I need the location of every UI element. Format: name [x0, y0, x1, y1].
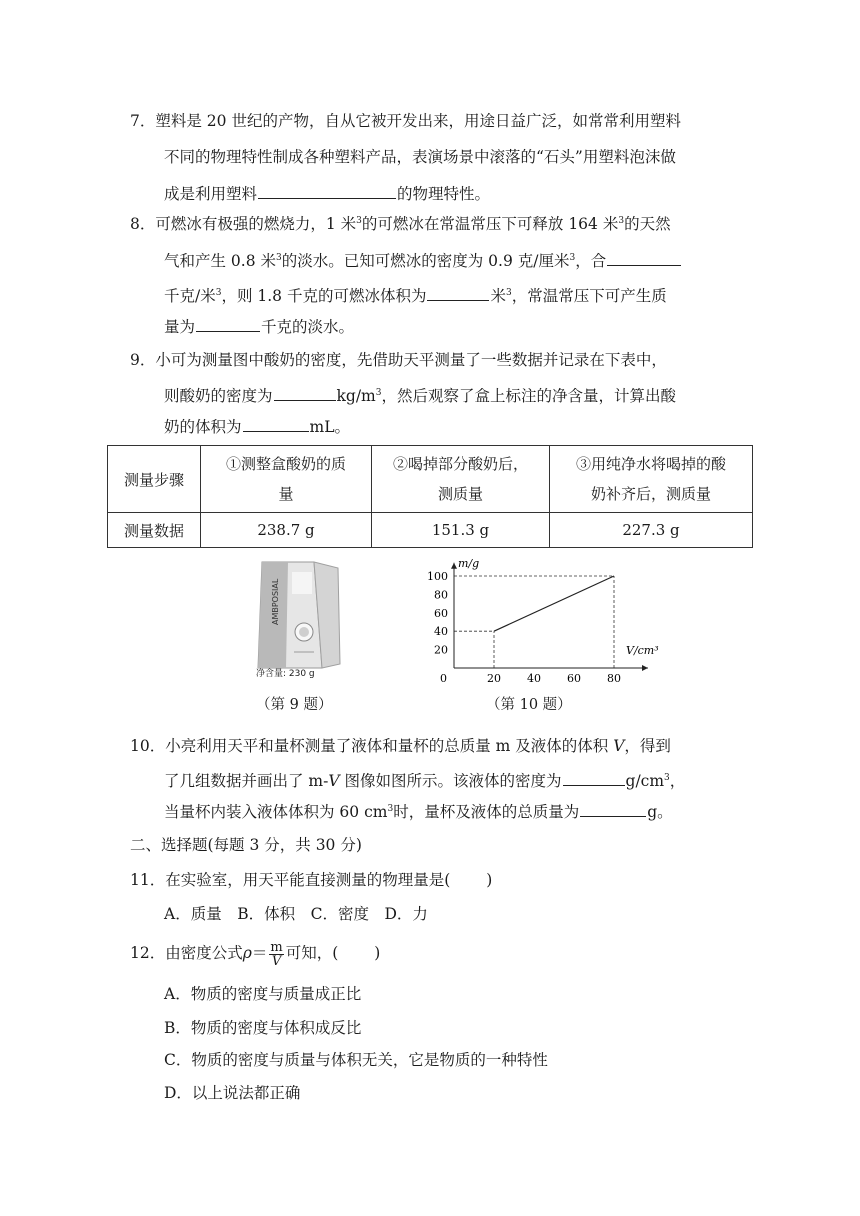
q8-text: 气和产生 0.8 米 — [164, 252, 277, 270]
q8-line4 — [164, 315, 354, 338]
y-tick-label: 80 — [434, 588, 448, 602]
table-header-step1 — [201, 446, 372, 513]
q8-text: 量为 — [164, 318, 196, 336]
sup-3: 3 — [569, 253, 576, 263]
table-cell-value: 238.7 g — [201, 513, 372, 548]
q11-text: 11．在实验室，用天平能直接测量的物理量是( — [130, 871, 451, 889]
y-tick-label: 40 — [434, 625, 448, 639]
q10-unit: g/cm — [625, 772, 665, 790]
q10-line1 — [130, 735, 671, 757]
table-row — [108, 446, 753, 513]
x-tick-label: 80 — [607, 672, 621, 685]
q10-text: ，得到 — [624, 737, 671, 755]
sup-3: 3 — [387, 804, 394, 814]
q8-text: ，合 — [575, 252, 607, 270]
sup-3: 3 — [506, 288, 512, 298]
q8-text: ，常温常压下可产生质 — [511, 287, 667, 305]
caption-fig10: （第 10 题） — [486, 697, 572, 713]
q8-text: 的淡水。已知可燃冰的密度为 0.9 克/厘米 — [281, 252, 570, 270]
x-tick-label: 60 — [567, 672, 581, 685]
cell-line: ②喝掉部分酸奶后， — [392, 455, 528, 473]
box-brand-text: AMBPOSIAL — [271, 578, 280, 625]
y-tick-label: 60 — [434, 606, 448, 620]
q10-text: 图像如图所示。该液体的密度为 — [339, 772, 562, 790]
table-header-steps: 测量步骤 — [108, 446, 201, 513]
cell-line: ①测整盒酸奶的质 — [225, 455, 346, 473]
q10-text: 了几组数据并画出了 m- — [164, 772, 329, 790]
q7-text: 成是利用塑料 — [164, 185, 258, 203]
q8-line1 — [130, 213, 671, 235]
q10-text: 时，量杯及液体的总质量为 — [393, 803, 580, 821]
table-cell-value: 227.3 g — [550, 513, 753, 548]
q11-paren-close: ) — [486, 871, 493, 889]
chart-series — [494, 576, 614, 631]
fraction-denominator: V — [271, 953, 282, 969]
q9-blank-density[interactable] — [274, 384, 336, 401]
q11-stem — [130, 869, 492, 891]
y-axis-arrow — [451, 563, 457, 569]
caption-fig9: （第 9 题） — [256, 697, 333, 713]
q10-line2 — [164, 769, 685, 792]
q12-option-c: C．物质的密度与质量与体积无关，它是物质的一种特性 — [164, 1051, 548, 1069]
var-rho: ρ — [242, 944, 252, 962]
x-tick-label: 20 — [487, 672, 501, 685]
y-tick-label: 100 — [427, 570, 448, 583]
q7-line2: 不同的物理特性制成各种塑料产品，表演场景中滚落的“石头”用塑料泡沫做 — [164, 148, 676, 166]
table-header-step3 — [550, 446, 753, 513]
table-header-step2 — [372, 446, 550, 513]
q10-text: 当量杯内装入液体体积为 60 cm — [164, 803, 388, 821]
q8-text: 的可燃冰在常温常压下可释放 164 米 — [361, 215, 619, 233]
x-axis-arrow — [642, 665, 648, 671]
q12-stem — [130, 938, 380, 968]
q9-text: 奶的体积为 — [164, 418, 242, 436]
x-axis-label: V/cm³ — [626, 644, 659, 657]
q8-blank-3[interactable] — [196, 315, 260, 332]
q7-line1: 7．塑料是 20 世纪的产物，自从它被开发出来，用途日益广泛，如常常利用塑料 — [130, 112, 681, 130]
y-axis-label: m/g — [458, 556, 480, 570]
cell-line: 奶补齐后，测质量 — [590, 485, 711, 503]
q8-line2 — [164, 249, 682, 272]
q9-line1: 9．小可为测量图中酸奶的密度，先借助天平测量了一些数据并记录在下表中， — [130, 351, 667, 369]
cell-line: ③用纯净水将喝掉的酸 — [575, 455, 726, 473]
q8-text-end: 千克的淡水。 — [261, 318, 355, 336]
net-content-label: 净含量: 230 g — [256, 669, 315, 679]
sup-3: 3 — [215, 288, 222, 298]
var-V: V — [328, 772, 340, 790]
q8-text: 8．可燃冰有极强的燃烧力，1 米 — [130, 215, 357, 233]
q10-text: ， — [669, 772, 686, 790]
yogurt-box-image — [248, 556, 348, 682]
q12-text: 12．由密度公式 — [130, 944, 243, 962]
q9-line3 — [164, 415, 350, 438]
q9-unit: mL。 — [309, 418, 351, 436]
q8-text: 米 — [490, 287, 506, 305]
x-tick-label: 40 — [527, 672, 541, 685]
chart-guides — [454, 576, 614, 668]
table-label-data: 测量数据 — [108, 513, 201, 548]
q12-paren-close: ) — [374, 944, 381, 962]
q7-line3 — [164, 182, 490, 205]
density-fraction — [269, 941, 283, 968]
origin-label: 0 — [440, 672, 447, 685]
cell-line: 量 — [278, 485, 294, 503]
q12-option-a: A．物质的密度与质量成正比 — [164, 985, 362, 1003]
sup-3: 3 — [618, 216, 625, 226]
q12-option-b: B．物质的密度与体积成反比 — [164, 1019, 362, 1037]
fraction-numerator: m — [270, 939, 283, 955]
y-tick-label: 20 — [434, 643, 448, 657]
table-cell-value: 151.3 g — [372, 513, 550, 548]
q10-text: 10．小亮利用天平和量杯测量了液体和量杯的总质量 m 及液体的体积 — [130, 737, 614, 755]
q7-answer-blank[interactable] — [258, 182, 396, 199]
q8-blank-2[interactable] — [427, 284, 489, 301]
figure-9-yogurt-box — [248, 556, 348, 682]
series-line-m-v — [494, 576, 614, 631]
q8-text: 千克/米 — [164, 287, 216, 305]
section-heading-choice: 二、选择题(每题 3 分，共 30 分) — [130, 836, 362, 854]
q8-line3 — [164, 284, 667, 307]
q10-blank-mass[interactable] — [580, 800, 646, 817]
measurement-table — [107, 445, 753, 548]
sup-3: 3 — [375, 388, 382, 398]
sup-3: 3 — [356, 216, 362, 226]
q9-text: 则酸奶的密度为 — [164, 387, 273, 405]
q8-text: 的天然 — [624, 215, 671, 233]
q10-unit: g。 — [647, 803, 673, 821]
q9-unit: kg/m — [336, 387, 376, 405]
var-V: V — [613, 737, 625, 755]
q12-option-d: D．以上说法都正确 — [164, 1084, 301, 1102]
sup-3: 3 — [664, 773, 670, 783]
q10-line3 — [164, 800, 673, 823]
q7-text-end: 的物理特性。 — [397, 185, 491, 203]
figure-10-mv-chart — [416, 556, 659, 685]
q9-text: ，然后观察了盒上标注的净含量，计算出酸 — [381, 387, 676, 405]
chart-axes — [451, 557, 659, 671]
q9-blank-volume[interactable] — [243, 415, 309, 432]
q10-blank-density[interactable] — [563, 769, 625, 786]
q12-text: 可知，( — [285, 944, 339, 962]
q8-blank-1[interactable] — [607, 249, 681, 266]
cell-line: 测质量 — [437, 485, 483, 503]
sup-3: 3 — [276, 253, 282, 263]
q9-line2 — [164, 384, 676, 407]
table-row — [108, 513, 753, 548]
q11-options: A．质量 B．体积 C．密度 D．力 — [164, 905, 428, 923]
q12-equals: ＝ — [251, 944, 268, 962]
q8-text: ，则 1.8 千克的可燃冰体积为 — [221, 287, 427, 305]
